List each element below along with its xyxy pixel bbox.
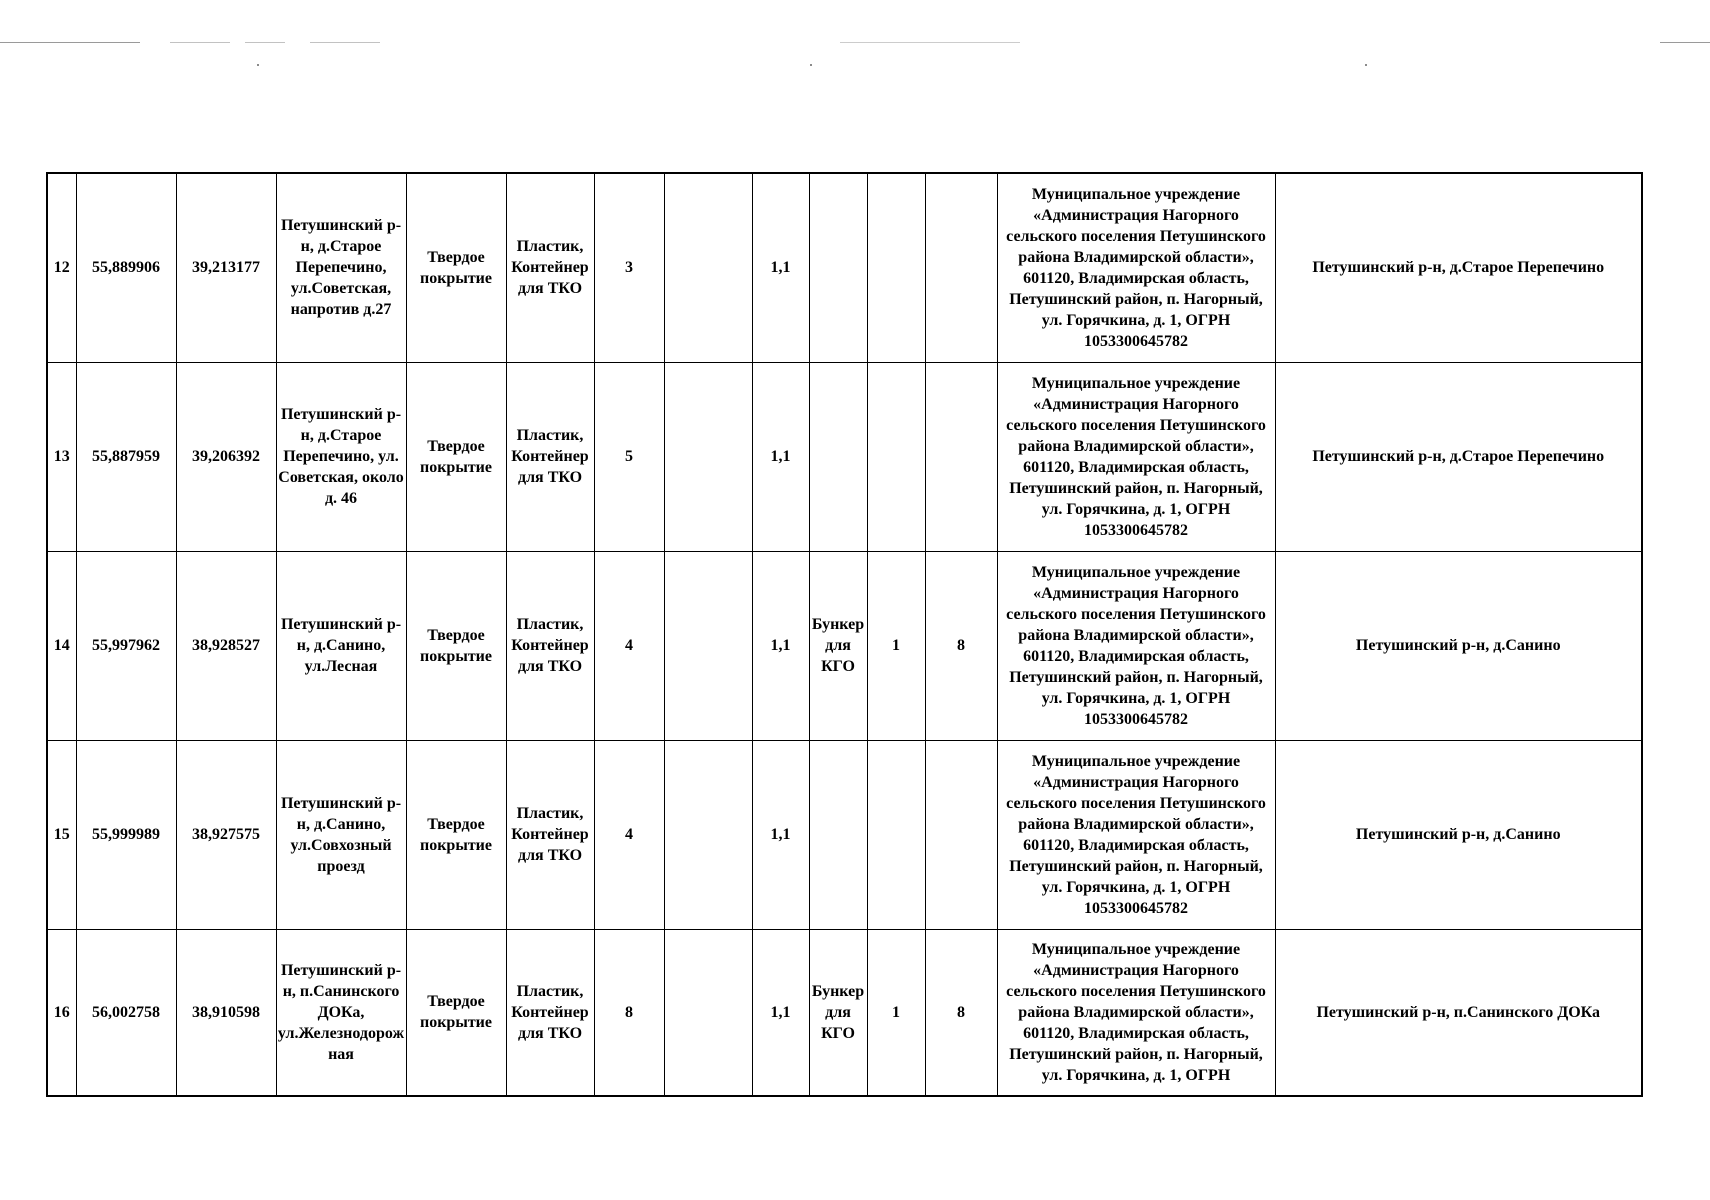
container-volume-cell: 1,1: [752, 362, 809, 551]
owner-cell: Муниципальное учреждение «Администрация Нагорного сельского поселения Петушинского района Владимирской области», 601120, Владимирская область, Петушинский район, п. Нагорный, ул. Горячкина, д. 1, ОГРН 1053300645782: [997, 362, 1275, 551]
container-count-cell: 5: [594, 362, 664, 551]
waste-source-cell: Петушинский р-н, д.Старое Перепечино: [1275, 173, 1642, 362]
container-count-cell: 3: [594, 173, 664, 362]
bunker-type-cell: Бункер для КГО: [809, 551, 867, 740]
waste-source-cell: Петушинский р-н, д.Санино: [1275, 740, 1642, 929]
container-type-cell: Пластик, Контейнер для ТКО: [506, 173, 594, 362]
table-row: [47, 740, 1642, 929]
address-cell: Петушинский р-н, д.Старое Перепечино, ул.Советская, напротив д.27: [276, 173, 406, 362]
bunker-volume-cell: [925, 362, 997, 551]
container-count-cell: 4: [594, 740, 664, 929]
owner-cell: Муниципальное учреждение «Администрация Нагорного сельского поселения Петушинского района Владимирской области», 601120, Владимирская область, Петушинский район, п. Нагорный, ул. Горячкина, д. 1, ОГРН 1053300645782: [997, 740, 1275, 929]
table-row: [47, 173, 1642, 362]
empty-cell: [664, 551, 752, 740]
container-type-cell: Пластик, Контейнер для ТКО: [506, 362, 594, 551]
container-type-cell: Пластик, Контейнер для ТКО: [506, 551, 594, 740]
scan-line: [1660, 42, 1710, 43]
waste-source-cell: Петушинский р-н, п.Санинского ДОКа: [1275, 929, 1642, 1096]
table-row: [47, 551, 1642, 740]
container-count-cell: 4: [594, 551, 664, 740]
surface-cell: Твердое покрытие: [406, 362, 506, 551]
bunker-count-cell: [867, 173, 925, 362]
bunker-type-cell: [809, 740, 867, 929]
row-number: 15: [47, 740, 76, 929]
surface-cell: Твердое покрытие: [406, 929, 506, 1096]
table-row: [47, 929, 1642, 1096]
owner-cell: Муниципальное учреждение «Администрация Нагорного сельского поселения Петушинского района Владимирской области», 601120, Владимирская область, Петушинский район, п. Нагорный, ул. Горячкина, д. 1, ОГРН: [997, 929, 1275, 1096]
surface-cell: Твердое покрытие: [406, 551, 506, 740]
scan-dot: [1365, 64, 1367, 66]
surface-cell: Твердое покрытие: [406, 740, 506, 929]
bunker-volume-cell: [925, 740, 997, 929]
scan-line: [245, 42, 285, 43]
owner-cell: Муниципальное учреждение «Администрация Нагорного сельского поселения Петушинского района Владимирской области», 601120, Владимирская область, Петушинский район, п. Нагорный, ул. Горячкина, д. 1, ОГРН 1053300645782: [997, 173, 1275, 362]
row-number: 14: [47, 551, 76, 740]
bunker-volume-cell: [925, 173, 997, 362]
container-volume-cell: 1,1: [752, 551, 809, 740]
address-cell: Петушинский р-н, д.Санино, ул.Совхозный проезд: [276, 740, 406, 929]
row-number: 12: [47, 173, 76, 362]
container-volume-cell: 1,1: [752, 929, 809, 1096]
bunker-volume-cell: 8: [925, 929, 997, 1096]
waste-source-cell: Петушинский р-н, д.Санино: [1275, 551, 1642, 740]
longitude-cell: 39,206392: [176, 362, 276, 551]
longitude-cell: 39,213177: [176, 173, 276, 362]
table-row: [47, 362, 1642, 551]
bunker-count-cell: [867, 740, 925, 929]
container-volume-cell: 1,1: [752, 740, 809, 929]
empty-cell: [664, 929, 752, 1096]
empty-cell: [664, 362, 752, 551]
row-number: 16: [47, 929, 76, 1096]
address-cell: Петушинский р-н, д.Старое Перепечино, ул. Советская, около д. 46: [276, 362, 406, 551]
container-type-cell: Пластик, Контейнер для ТКО: [506, 929, 594, 1096]
container-volume-cell: 1,1: [752, 173, 809, 362]
scan-line: [0, 42, 140, 43]
bunker-type-cell: Бункер для КГО: [809, 929, 867, 1096]
longitude-cell: 38,927575: [176, 740, 276, 929]
owner-cell: Муниципальное учреждение «Администрация Нагорного сельского поселения Петушинского района Владимирской области», 601120, Владимирская область, Петушинский район, п. Нагорный, ул. Горячкина, д. 1, ОГРН 1053300645782: [997, 551, 1275, 740]
address-cell: Петушинский р-н, д.Санино, ул.Лесная: [276, 551, 406, 740]
scan-artifacts: [0, 0, 1710, 80]
scan-line: [310, 42, 380, 43]
container-type-cell: Пластик, Контейнер для ТКО: [506, 740, 594, 929]
bunker-type-cell: [809, 173, 867, 362]
longitude-cell: 38,928527: [176, 551, 276, 740]
latitude-cell: 55,887959: [76, 362, 176, 551]
scan-dot: [810, 64, 812, 66]
latitude-cell: 55,997962: [76, 551, 176, 740]
address-cell: Петушинский р-н, п.Санинского ДОКа, ул.Железнодорожная: [276, 929, 406, 1096]
bunker-count-cell: 1: [867, 551, 925, 740]
latitude-cell: 55,889906: [76, 173, 176, 362]
scan-line: [840, 42, 1020, 43]
bunker-volume-cell: 8: [925, 551, 997, 740]
waste-sites-table: [46, 172, 1643, 1097]
container-count-cell: 8: [594, 929, 664, 1096]
scan-dot: [257, 64, 259, 66]
empty-cell: [664, 740, 752, 929]
bunker-count-cell: [867, 362, 925, 551]
surface-cell: Твердое покрытие: [406, 173, 506, 362]
bunker-count-cell: 1: [867, 929, 925, 1096]
empty-cell: [664, 173, 752, 362]
scan-line: [170, 42, 230, 43]
waste-source-cell: Петушинский р-н, д.Старое Перепечино: [1275, 362, 1642, 551]
row-number: 13: [47, 362, 76, 551]
bunker-type-cell: [809, 362, 867, 551]
latitude-cell: 56,002758: [76, 929, 176, 1096]
longitude-cell: 38,910598: [176, 929, 276, 1096]
latitude-cell: 55,999989: [76, 740, 176, 929]
